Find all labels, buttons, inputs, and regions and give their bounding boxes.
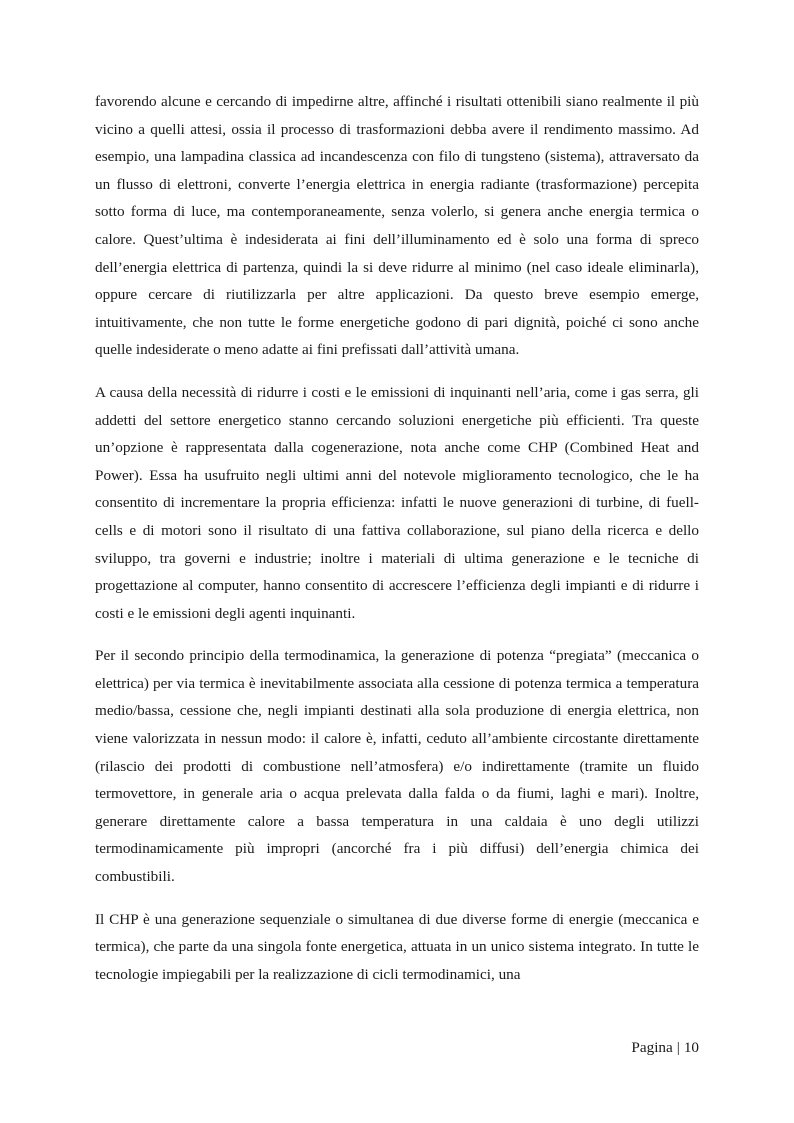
footer-page-number: 10 <box>683 1039 699 1056</box>
page-footer <box>631 1038 699 1058</box>
footer-separator: | <box>676 1039 680 1056</box>
paragraph-1: favorendo alcune e cercando di impedirne altre, affinché i risultati ottenibili siano realmente il più vicino a quelli attesi, ossia il processo di trasformazioni debba avere il rendimento massimo. Ad esempio, una lampadina classica ad incandescenza con filo di tungsteno (sistema), attraversato da un flusso di elettroni, converte l’energia elettrica in energia radiante (trasformazione) percepita sotto forma di luce, ma contemporaneamente, senza volerlo, si genera anche energia termica o calore. Quest’ultima è indesiderata ai fini dell’illuminamento ed è solo una forma di spreco dell’energia elettrica di partenza, quindi la si deve ridurre al minimo (nel caso ideale eliminarla), oppure cercare di riutilizzarla per altre applicazioni. Da questo breve esempio emerge, intuitivamente, che non tutte le forme energetiche godono di pari dignità, poiché ci sono anche quelle indesiderate o meno adatte ai fini prefissati dall’attività umana. <box>95 93 699 359</box>
paragraph-4: Il CHP è una generazione sequenziale o simultanea di due diverse forme di energie (meccanica e termica), che parte da una singola fonte energetica, attuata in un unico sistema integrato. In tutte le tecnologie impiegabili per la realizzazione di cicli termodinamici, una <box>95 910 699 983</box>
footer-page-label: Pagina <box>631 1039 673 1056</box>
paragraph-2: A causa della necessità di ridurre i costi e le emissioni di inquinanti nell’aria, come i gas serra, gli addetti del settore energetico stanno cercando soluzioni energetiche più efficienti. Tra queste un’opzione è rappresentata dalla cogenerazione, nota anche come CHP (Combined Heat and Power). Essa ha usufruito negli ultimi anni del notevole miglioramento tecnologico, che le ha consentito di incrementare la propria efficienza: infatti le nuove generazioni di turbine, di fuell-cells e di motori sono il risultato di una fattiva collaborazione, sul piano della ricerca e dello sviluppo, tra governi e industrie; inoltre i materiali di ultima generazione e le tecniche di progettazione al computer, hanno consentito di accrescere l’efficienza degli impianti e di ridurre i costi e le emissioni degli agenti inquinanti. <box>95 383 699 622</box>
paragraph-3: Per il secondo principio della termodinamica, la generazione di potenza “pregiata” (meccanica o elettrica) per via termica è inevitabilmente associata alla cessione di potenza termica a temperatura medio/bassa, cessione che, negli impianti destinati alla sola produzione di energia elettrica, non viene valorizzata in nessun modo: il calore è, infatti, ceduto all’ambiente circostante direttamente (rilascio dei prodotti di combustione nell’atmosfera) e/o indirettamente (tramite un fluido termovettore, in generale aria o acqua prelevata dalla falda o da fiumi, laghi e mari). Inoltre, generare direttamente calore a bassa temperatura in una caldaia è uno degli utilizzi termodinamicamente più impropri (ancorché fra i più diffusi) dell’energia chimica dei combustibili. <box>95 647 699 886</box>
page-body <box>95 88 699 1003</box>
